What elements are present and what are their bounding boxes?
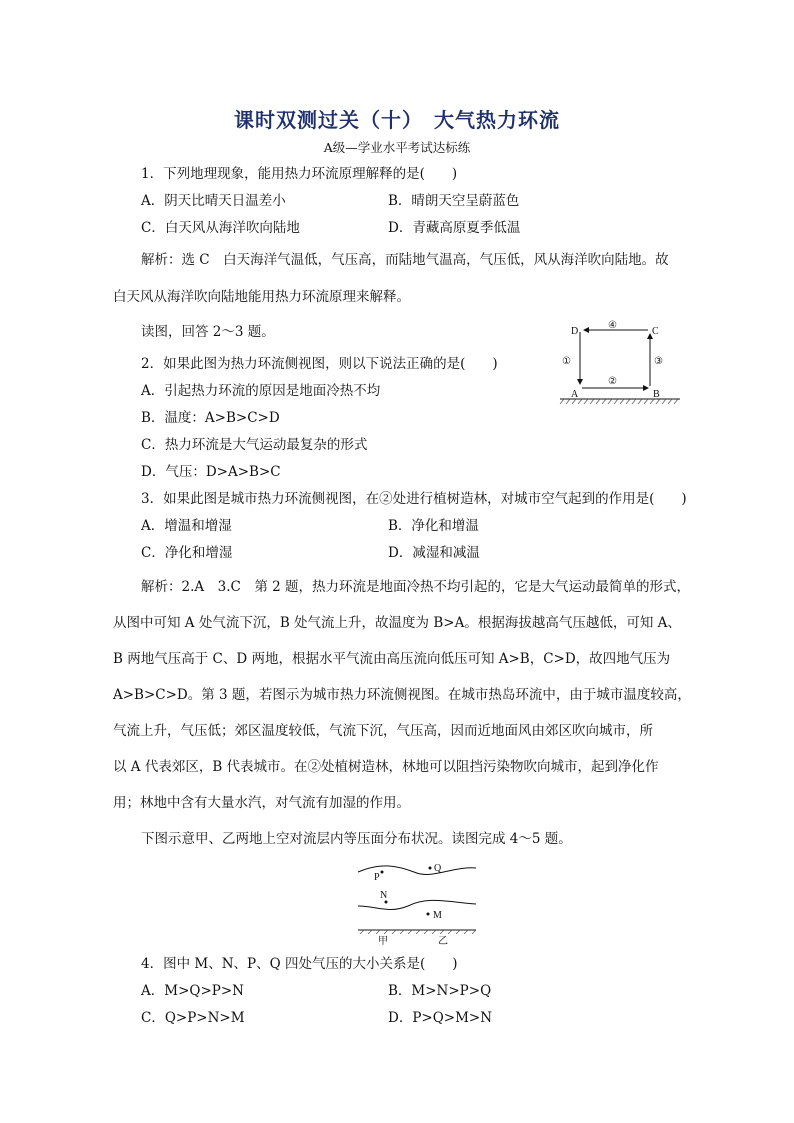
explanation-2-3-line-4: A>B>C>D。第 3 题，若图示为城市热力环流侧视图。在城市热岛环流中，由于城市温度较高，: [113, 687, 691, 703]
question-4-option-b: B．M>N>P>Q: [388, 983, 492, 999]
thermal-circulation-diagram: [558, 318, 682, 406]
point-label-p: P: [374, 872, 380, 883]
ground-label-jia: 甲: [378, 936, 388, 946]
question-2-option-c: C．热力环流是大气运动最复杂的形式: [141, 437, 368, 453]
question-1-option-c: C．白天风从海洋吹向陆地: [141, 220, 300, 236]
page-title: 课时双测过关（十） 大气热力环流: [234, 108, 560, 132]
corner-label-d: D: [571, 326, 579, 337]
point-p-dot: [381, 871, 384, 874]
question-3-option-c: C．净化和增湿: [141, 545, 233, 561]
question-2-option-d: D．气压：D>A>B>C: [141, 464, 281, 480]
corner-label-c: C: [652, 326, 659, 337]
arrow-label-4: ④: [608, 320, 617, 331]
explanation-2-3-line-2: 从图中可知 A 处气流下沉，B 处气流上升，故温度为 B>A。根据海拔越高气压越低，可知 A、: [113, 615, 681, 631]
explanation-2-3-line-3: B 两地气压高于 C、D 两地，根据水平气流由高压流向低压可知 A>B，C>D，故四地气压为: [113, 651, 671, 667]
question-3-option-d: D．减湿和减温: [388, 545, 480, 561]
question-1-option-d: D．青藏高原夏季低温: [388, 220, 521, 236]
question-1-option-a: A．阴天比晴天日温差小: [141, 193, 286, 209]
arrow-label-3: ③: [654, 356, 663, 367]
question-2-option-a: A．引起热力环流的原因是地面冷热不均: [141, 383, 381, 399]
question-3-stem: 3．如果此图是城市热力环流侧视图，在②处进行植树造林，对城市空气起到的作用是( ): [141, 491, 687, 507]
question-4-stem: 4．图中 M、N、P、Q 四处气压的大小关系是( ): [141, 956, 458, 972]
point-m-dot: [427, 913, 430, 916]
question-2-stem: 2．如果此图为热力环流侧视图，则以下说法正确的是( ): [141, 356, 498, 372]
question-4-option-d: D．P>Q>M>N: [388, 1010, 493, 1026]
explanation-2-3-line-7: 用；林地中含有大量水汽，对气流有加湿的作用。: [113, 795, 410, 811]
question-4-option-a: A．M>Q>P>N: [141, 983, 244, 999]
question-1-stem: 1．下列地理现象，能用热力环流原理解释的是( ): [141, 166, 458, 182]
isobaric-surface-diagram: [352, 858, 480, 946]
question-2-option-b: B．温度：A>B>C>D: [141, 410, 280, 426]
arrow-label-2: ②: [608, 376, 617, 387]
question-3-option-a: A．增温和增湿: [141, 518, 232, 534]
question-1-option-b: B．晴朗天空呈蔚蓝色: [388, 193, 520, 209]
point-label-m: M: [433, 910, 442, 921]
point-label-q: Q: [434, 863, 442, 874]
explanation-2-3-line-1: 解析：2.A 3.C 第 2 题，热力环流是地面冷热不均引起的，它是大气运动最简单的形式，: [141, 579, 691, 595]
point-q-dot: [429, 867, 432, 870]
question-4-option-c: C．Q>P>N>M: [141, 1010, 245, 1026]
question-3-option-b: B．净化和增温: [388, 518, 479, 534]
explanation-2-3-line-6: 以 A 代表郊区，B 代表城市。在②处植树造林，林地可以阻挡污染物吹向城市，起到净化作: [113, 759, 659, 775]
corner-label-b: B: [653, 389, 660, 400]
question-1-explanation-line-2: 白天风从海洋吹向陆地能用热力环流原理来解释。: [113, 289, 410, 305]
intro-questions-4-5: 下图示意甲、乙两地上空对流层内等压面分布状况。读图完成 4～5 题。: [141, 831, 572, 847]
intro-questions-2-3: 读图，回答 2～3 题。: [141, 324, 275, 340]
question-1-explanation-line-1: 解析：选 C 白天海洋气温低，气压高，而陆地气温高，气压低，风从海洋吹向陆地。故: [141, 252, 669, 268]
section-subtitle: A级—学业水平考试达标练: [323, 140, 471, 155]
point-label-n: N: [380, 890, 388, 901]
ground-label-yi: 乙: [438, 936, 448, 946]
corner-label-a: A: [571, 389, 579, 400]
lower-isobaric-surface: [358, 900, 476, 909]
arrow-label-1: ①: [562, 356, 571, 367]
explanation-2-3-line-5: 气流上升，气压低；郊区温度较低，气流下沉，气压高，因而近地面风由郊区吹向城市，所: [113, 723, 653, 739]
